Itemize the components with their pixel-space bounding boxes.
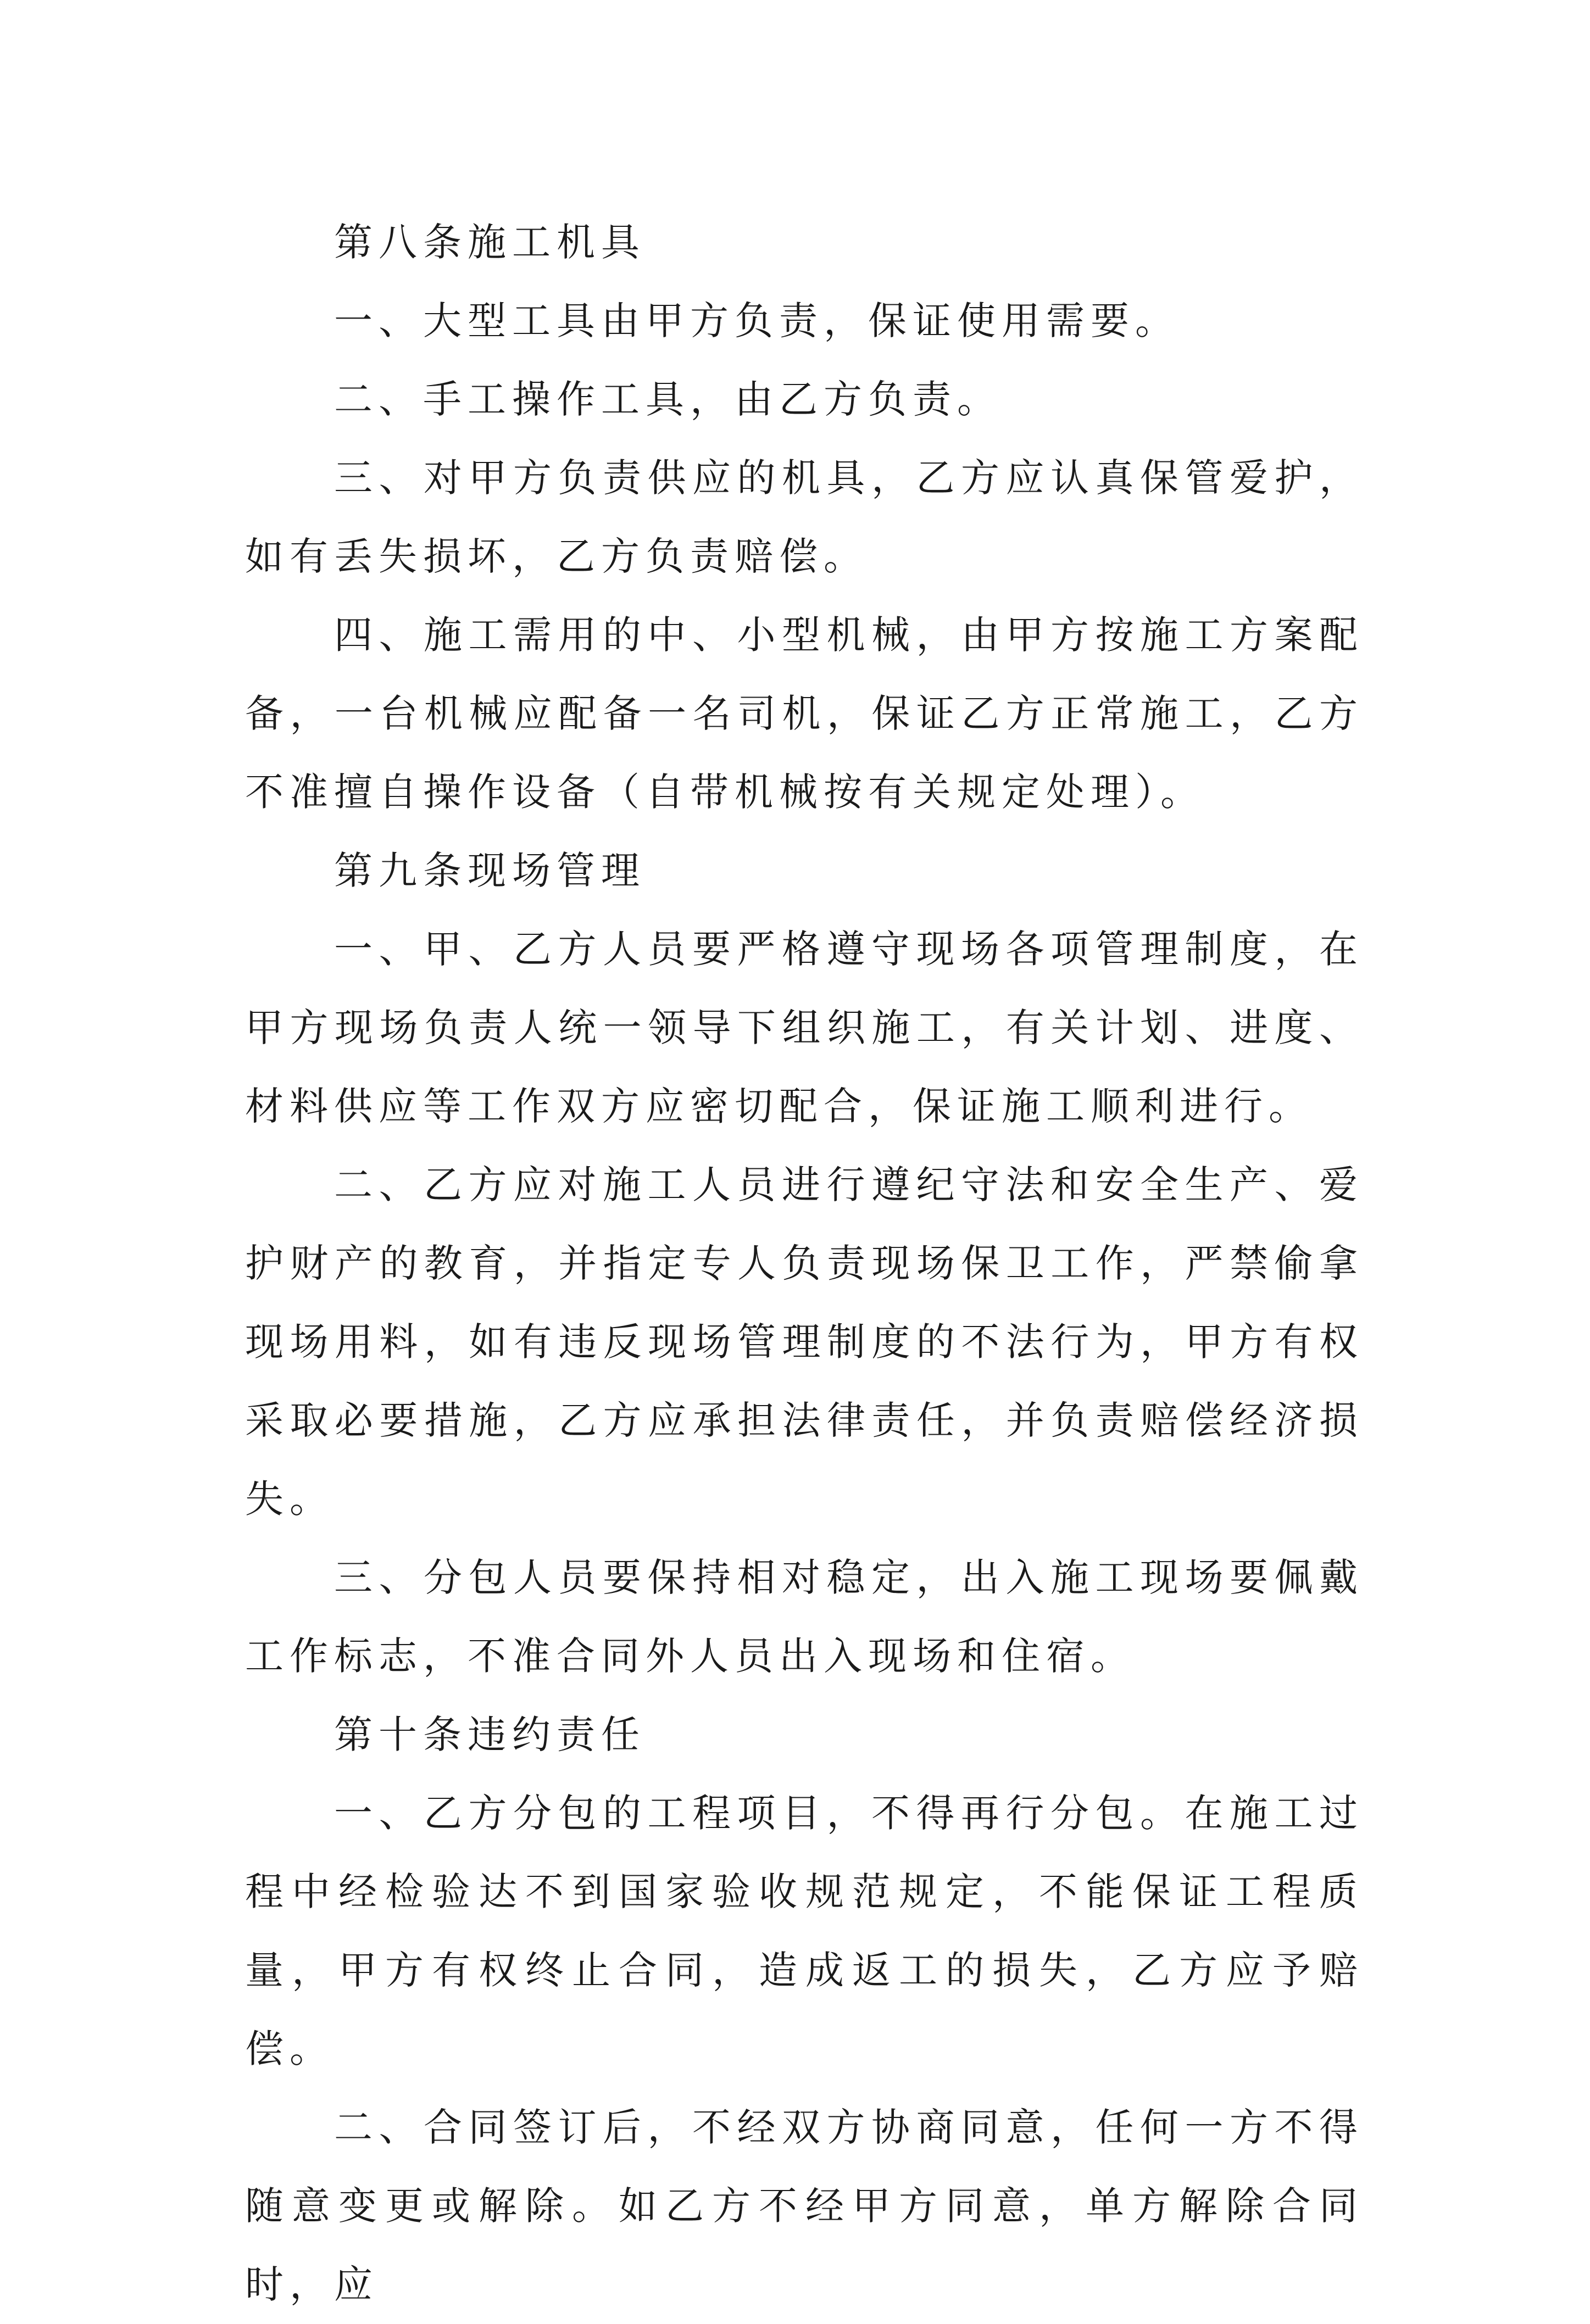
paragraph: 一、大型工具由甲方负责，保证使用需要。: [334, 298, 1180, 343]
article-heading-8: 第八条施工机具: [334, 220, 646, 265]
article-heading-10: 第十条违约责任: [334, 1712, 646, 1757]
paragraph: 三、分包人员要保持相对稳定，出入施工现场要佩戴工作标志，不准合同外人员出入现场和住宿。: [245, 1555, 1364, 1679]
paragraph: 四、施工需用的中、小型机械，由甲方按施工方案配备，一台机械应配备一名司机，保证乙方正常施工，乙方不准擅自操作设备（自带机械按有关规定处理）。: [245, 612, 1364, 815]
document-body: [245, 203, 1364, 2324]
paragraph: 一、乙方分包的工程项目，不得再行分包。在施工过程中经检验达不到国家验收规范规定，不能保证工程质量，甲方有权终止合同，造成返工的损失，乙方应予赔偿。: [245, 1791, 1364, 2071]
paragraph: 二、手工操作工具，由乙方负责。: [334, 377, 1002, 422]
paragraph: 一、甲、乙方人员要严格遵守现场各项管理制度，在甲方现场负责人统一领导下组织施工，有关计划、进度、材料供应等工作双方应密切配合，保证施工顺利进行。: [245, 927, 1364, 1129]
paragraph: 二、乙方应对施工人员进行遵纪守法和安全生产、爱护财产的教育，并指定专人负责现场保卫工作，严禁偷拿现场用料，如有违反现场管理制度的不法行为，甲方有权采取必要措施，乙方应承担法律责任，并负责赔偿经济损失。: [245, 1162, 1364, 1522]
article-heading-9: 第九条现场管理: [334, 848, 646, 893]
paragraph: 二、合同签订后，不经双方协商同意，任何一方不得随意变更或解除。如乙方不经甲方同意，单方解除合同时，应: [245, 2105, 1364, 2307]
paragraph: 三、对甲方负责供应的机具，乙方应认真保管爱护，如有丢失损坏，乙方负责赔偿。: [245, 455, 1364, 579]
